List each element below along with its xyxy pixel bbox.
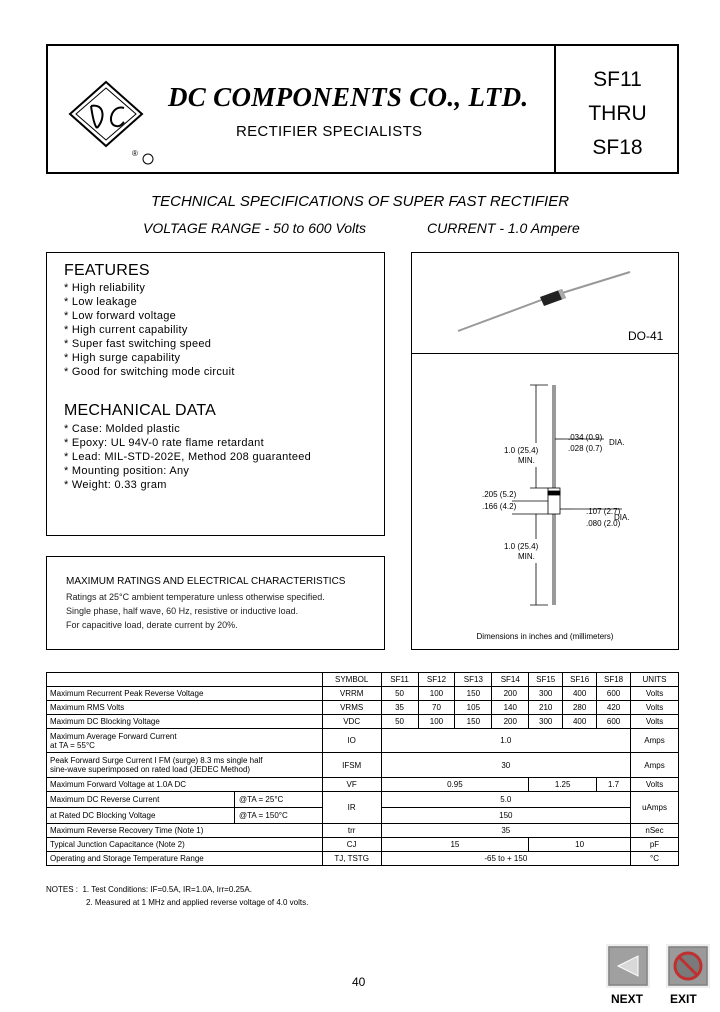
- dim-body-dia-a: .107 (2.7): [586, 507, 621, 516]
- row-unit: uAmps: [631, 792, 679, 824]
- table-row: [47, 852, 679, 866]
- table-cell: 10: [529, 838, 631, 852]
- table-cell: 420: [597, 701, 631, 715]
- table-row: [47, 792, 679, 808]
- row-unit: Amps: [631, 753, 679, 778]
- ratings-line: For capacitive load, derate current by 20%.: [66, 620, 238, 630]
- row-label: [47, 729, 323, 753]
- row-unit: pF: [631, 838, 679, 852]
- row-unit: °C: [631, 852, 679, 866]
- ratings-table-wrap: [46, 672, 679, 866]
- list-item: * High surge capability: [64, 352, 181, 364]
- row-label-line: at Rated DC Blocking Voltage: [50, 811, 156, 820]
- dim-lead-length-top: 1.0 (25.4): [504, 446, 539, 455]
- table-cell: 400: [563, 715, 597, 729]
- table-cell: 105: [455, 701, 492, 715]
- dim-lead-length-bottom: 1.0 (25.4): [504, 542, 539, 551]
- table-header-cell: SF11: [381, 673, 418, 687]
- table-cell: 50: [381, 687, 418, 701]
- ratings-line: Single phase, half wave, 60 Hz, resistive or inductive load.: [66, 606, 299, 616]
- row-unit: Volts: [631, 687, 679, 701]
- package-box: [411, 252, 679, 650]
- row-label-line: Peak Forward Surge Current I FM (surge) 8.3 ms single half: [50, 756, 263, 765]
- table-row: [47, 838, 679, 852]
- mechanical-list: [64, 422, 311, 492]
- note-2: 2. Measured at 1 MHz and applied reverse voltage of 4.0 volts.: [86, 898, 309, 907]
- row-label: Maximum Recurrent Peak Reverse Voltage: [47, 687, 323, 701]
- row-symbol: VRMS: [322, 701, 381, 715]
- table-header-row: [47, 673, 679, 687]
- row-condition: @TA = 25°C: [234, 792, 283, 807]
- table-cell: 15: [381, 838, 529, 852]
- mechanical-title: MECHANICAL DATA: [64, 402, 217, 419]
- table-header-cell: SF14: [492, 673, 529, 687]
- diode-photo-icon: [458, 272, 630, 331]
- row-label: Maximum Forward Voltage at 1.0A DC: [47, 778, 323, 792]
- exit-icon: [666, 944, 710, 988]
- table-cell: 35: [381, 824, 630, 838]
- dimensions-note: Dimensions in inches and (millimeters): [476, 632, 614, 641]
- row-condition: @TA = 150°C: [234, 808, 288, 823]
- features-list: [64, 281, 235, 379]
- registered-mark: ®: [132, 149, 138, 158]
- dim-lead-dia-a: .034 (0.9): [568, 433, 603, 442]
- dim-dia-1: DIA.: [609, 438, 625, 447]
- list-item: * High current capability: [64, 324, 188, 336]
- list-item: * Case: Molded plastic: [64, 423, 181, 435]
- part-thru: THRU: [588, 102, 647, 125]
- row-label-line: sine-wave superimposed on rated load (JEDEC Method): [50, 765, 251, 774]
- dim-body-length-a: .205 (5.2): [482, 490, 517, 499]
- table-cell: 70: [418, 701, 455, 715]
- table-row: [47, 701, 679, 715]
- dim-body-length-b: .166 (4.2): [482, 502, 517, 511]
- package-divider: [412, 353, 678, 354]
- row-symbol: VF: [322, 778, 381, 792]
- list-item: * Epoxy: UL 94V-0 rate flame retardant: [64, 437, 264, 449]
- table-cell: 200: [492, 687, 529, 701]
- current-rating: CURRENT - 1.0 Ampere: [427, 220, 580, 236]
- table-header-cell: SYMBOL: [322, 673, 381, 687]
- row-unit: Amps: [631, 729, 679, 753]
- table-cell: -65 to + 150: [381, 852, 630, 866]
- next-button[interactable]: [606, 944, 650, 988]
- features-box: [46, 252, 385, 536]
- list-item: * Super fast switching speed: [64, 338, 212, 350]
- table-cell: 1.0: [381, 729, 630, 753]
- table-row: [47, 729, 679, 753]
- table-cell: 150: [455, 687, 492, 701]
- note-1: 1. Test Conditions: IF=0.5A, IR=1.0A, Irr=0.25A.: [82, 885, 252, 894]
- row-symbol: trr: [322, 824, 381, 838]
- list-item: * High reliability: [64, 282, 146, 294]
- part-to: SF18: [592, 136, 643, 159]
- row-label: Maximum RMS Volts: [47, 701, 323, 715]
- notes-label: NOTES :: [46, 885, 79, 894]
- row-label: Maximum DC Blocking Voltage: [47, 715, 323, 729]
- row-label: Typical Junction Capacitance (Note 2): [47, 838, 323, 852]
- table-cell: 30: [381, 753, 630, 778]
- next-label[interactable]: NEXT: [611, 992, 644, 1006]
- row-label-line: at TA = 55°C: [50, 740, 95, 750]
- row-label: [47, 753, 323, 778]
- ratings-table: [46, 672, 679, 866]
- exit-label[interactable]: EXIT: [670, 992, 697, 1006]
- features-title: FEATURES: [64, 262, 150, 279]
- table-cell: 140: [492, 701, 529, 715]
- notes: [46, 883, 308, 909]
- table-cell: 200: [492, 715, 529, 729]
- back-arrow-icon: [606, 944, 650, 988]
- row-symbol: VDC: [322, 715, 381, 729]
- header-box: [46, 44, 679, 174]
- row-unit: nSec: [631, 824, 679, 838]
- dim-min-2: MIN.: [518, 552, 535, 561]
- list-item: * Good for switching mode circuit: [64, 366, 235, 378]
- table-cell: 300: [529, 715, 563, 729]
- table-cell: 600: [597, 687, 631, 701]
- table-row: [47, 824, 679, 838]
- ratings-line: Ratings at 25°C ambient temperature unless otherwise specified.: [66, 592, 325, 602]
- table-cell: 50: [381, 715, 418, 729]
- table-header-cell: [47, 673, 323, 687]
- table-row: [47, 715, 679, 729]
- list-item: * Low leakage: [64, 296, 138, 308]
- spec-title: TECHNICAL SPECIFICATIONS OF SUPER FAST RECTIFIER: [150, 193, 570, 210]
- table-cell: 150: [381, 808, 630, 824]
- exit-button[interactable]: [666, 944, 710, 988]
- package-name: DO-41: [628, 329, 664, 343]
- table-row: [47, 687, 679, 701]
- row-label: [47, 792, 323, 808]
- table-cell: 100: [418, 715, 455, 729]
- table-cell: 400: [563, 687, 597, 701]
- table-header-cell: SF12: [418, 673, 455, 687]
- table-cell: 300: [529, 687, 563, 701]
- part-range-block: [554, 46, 677, 172]
- dc-logo-icon: [64, 76, 154, 166]
- table-header-cell: SF18: [597, 673, 631, 687]
- row-symbol: IFSM: [322, 753, 381, 778]
- row-label-line: Maximum DC Reverse Current: [50, 795, 160, 804]
- dim-lead-dia-b: .028 (0.7): [568, 444, 603, 453]
- table-row: [47, 778, 679, 792]
- company-subtitle: RECTIFIER SPECIALISTS: [236, 123, 423, 140]
- dim-dia-2: DIA.: [614, 513, 630, 522]
- table-row: [47, 753, 679, 778]
- row-label-line: Maximum Average Forward Current: [50, 731, 177, 741]
- table-header-cell: SF13: [455, 673, 492, 687]
- company-name: DC COMPONENTS CO., LTD.: [168, 82, 529, 112]
- row-label: Operating and Storage Temperature Range: [47, 852, 323, 866]
- table-cell: 600: [597, 715, 631, 729]
- table-cell: 280: [563, 701, 597, 715]
- dim-min-1: MIN.: [518, 456, 535, 465]
- row-symbol: IR: [322, 792, 381, 824]
- list-item: * Mounting position: Any: [64, 465, 190, 477]
- row-symbol: CJ: [322, 838, 381, 852]
- row-label: Maximum Reverse Recovery Time (Note 1): [47, 824, 323, 838]
- outline-drawing: [512, 385, 622, 605]
- table-cell: 1.25: [529, 778, 597, 792]
- list-item: * Lead: MIL-STD-202E, Method 208 guaranteed: [64, 451, 312, 463]
- table-cell: 210: [529, 701, 563, 715]
- table-cell: 100: [418, 687, 455, 701]
- table-header-cell: SF16: [563, 673, 597, 687]
- dim-body-dia-b: .080 (2.0): [586, 519, 621, 528]
- row-symbol: VRRM: [322, 687, 381, 701]
- list-item: * Low forward voltage: [64, 310, 177, 322]
- page-number: 40: [352, 975, 366, 989]
- row-unit: Volts: [631, 701, 679, 715]
- table-cell: 0.95: [381, 778, 529, 792]
- table-cell: 150: [455, 715, 492, 729]
- table-header-cell: SF15: [529, 673, 563, 687]
- row-symbol: IO: [322, 729, 381, 753]
- part-from: SF11: [593, 68, 642, 91]
- ratings-box: [46, 556, 385, 650]
- table-header-cell: UNITS: [631, 673, 679, 687]
- ratings-title: MAXIMUM RATINGS AND ELECTRICAL CHARACTERISTICS: [66, 576, 346, 587]
- package-drawing: [412, 253, 678, 649]
- table-cell: 5.0: [381, 792, 630, 808]
- list-item: * Weight: 0.33 gram: [64, 479, 167, 491]
- voltage-range: VOLTAGE RANGE - 50 to 600 Volts: [143, 220, 367, 236]
- table-cell: 35: [381, 701, 418, 715]
- row-unit: Volts: [631, 778, 679, 792]
- row-label: [47, 808, 323, 824]
- row-unit: Volts: [631, 715, 679, 729]
- row-symbol: TJ, TSTG: [322, 852, 381, 866]
- table-cell: 1.7: [597, 778, 631, 792]
- company-block: [48, 46, 554, 172]
